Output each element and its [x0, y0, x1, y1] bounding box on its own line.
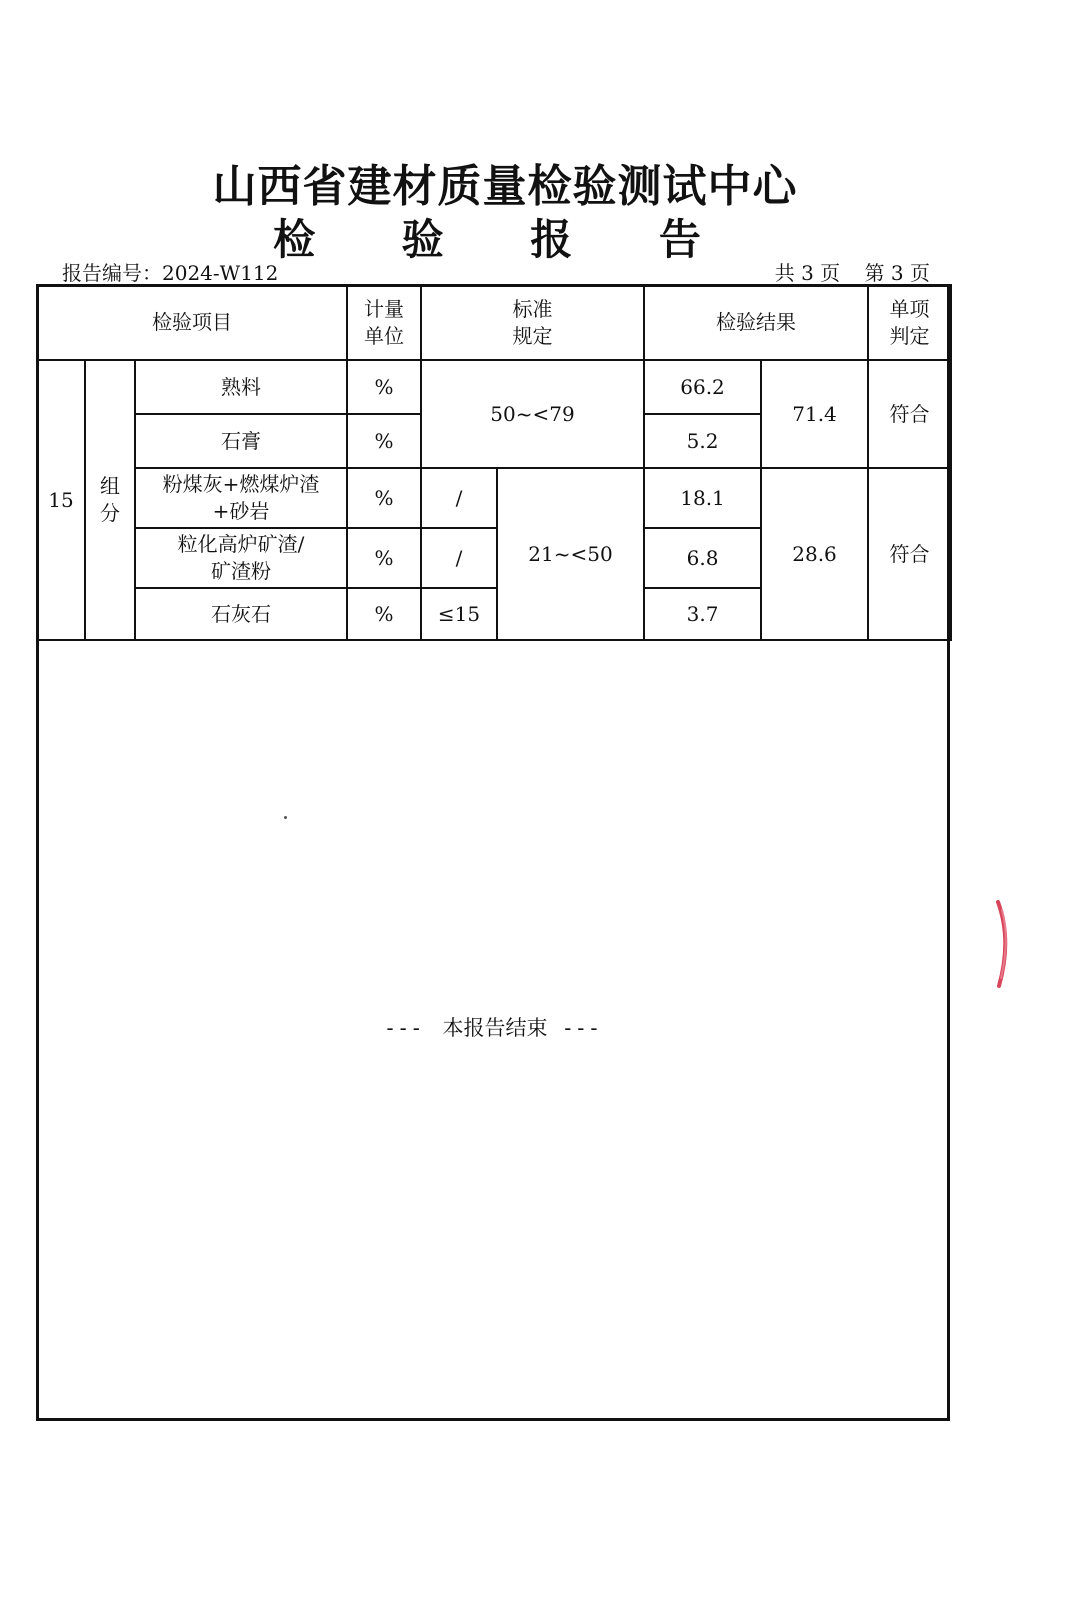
group-label: 组分: [85, 360, 135, 640]
table-row: [37, 360, 951, 414]
item-name: 粒化高炉矿渣/矿渣粉: [135, 528, 347, 588]
report-number: 报告编号：2024-W112: [62, 261, 279, 285]
result-value: 18.1: [644, 468, 761, 528]
item-limit: /: [421, 468, 497, 528]
item-unit: %: [347, 360, 421, 414]
end-note-text: 本报告结束: [442, 1016, 548, 1040]
inspection-table: [36, 284, 952, 641]
item-name: 石膏: [135, 414, 347, 468]
item-name: 熟料: [135, 360, 347, 414]
end-note: [0, 1012, 990, 1042]
item-unit: %: [347, 528, 421, 588]
result-value: 5.2: [644, 414, 761, 468]
seal-stamp-edge: [990, 900, 1030, 990]
current-page: 第 3 页: [864, 261, 930, 285]
header-item: 检验项目: [37, 285, 347, 360]
sequence-number: 15: [37, 360, 85, 640]
table-row: [37, 468, 951, 528]
result-value: 66.2: [644, 360, 761, 414]
item-unit: %: [347, 414, 421, 468]
header-standard: 标准规定: [421, 285, 644, 360]
end-note-dashes-left: ---: [386, 1016, 426, 1040]
header-unit: 计量单位: [347, 285, 421, 360]
item-unit: %: [347, 588, 421, 640]
header-result: 检验结果: [644, 285, 868, 360]
judgement-value: 符合: [868, 468, 951, 640]
judgement-value: 符合: [868, 360, 951, 468]
result-value: 6.8: [644, 528, 761, 588]
item-name: 石灰石: [135, 588, 347, 640]
end-note-dashes-right: ---: [564, 1016, 604, 1040]
header-row: [37, 285, 951, 360]
item-limit: /: [421, 528, 497, 588]
group-total: 71.4: [761, 360, 868, 468]
item-name: 粉煤灰+燃煤炉渣+砂岩: [135, 468, 347, 528]
standard-value: 21~<50: [497, 468, 644, 640]
item-limit: ≤15: [421, 588, 497, 640]
report-title: 检 验 报 告: [273, 215, 737, 264]
org-title: 山西省建材质量检验测试中心: [212, 161, 798, 212]
group-total: 28.6: [761, 468, 868, 640]
header-judgement: 单项判定: [868, 285, 951, 360]
page-info: [757, 257, 930, 286]
result-value: 3.7: [644, 588, 761, 640]
total-pages: 共 3 页: [774, 261, 841, 285]
stray-dot: [284, 816, 287, 819]
standard-value: 50~<79: [421, 360, 644, 468]
item-unit: %: [347, 468, 421, 528]
